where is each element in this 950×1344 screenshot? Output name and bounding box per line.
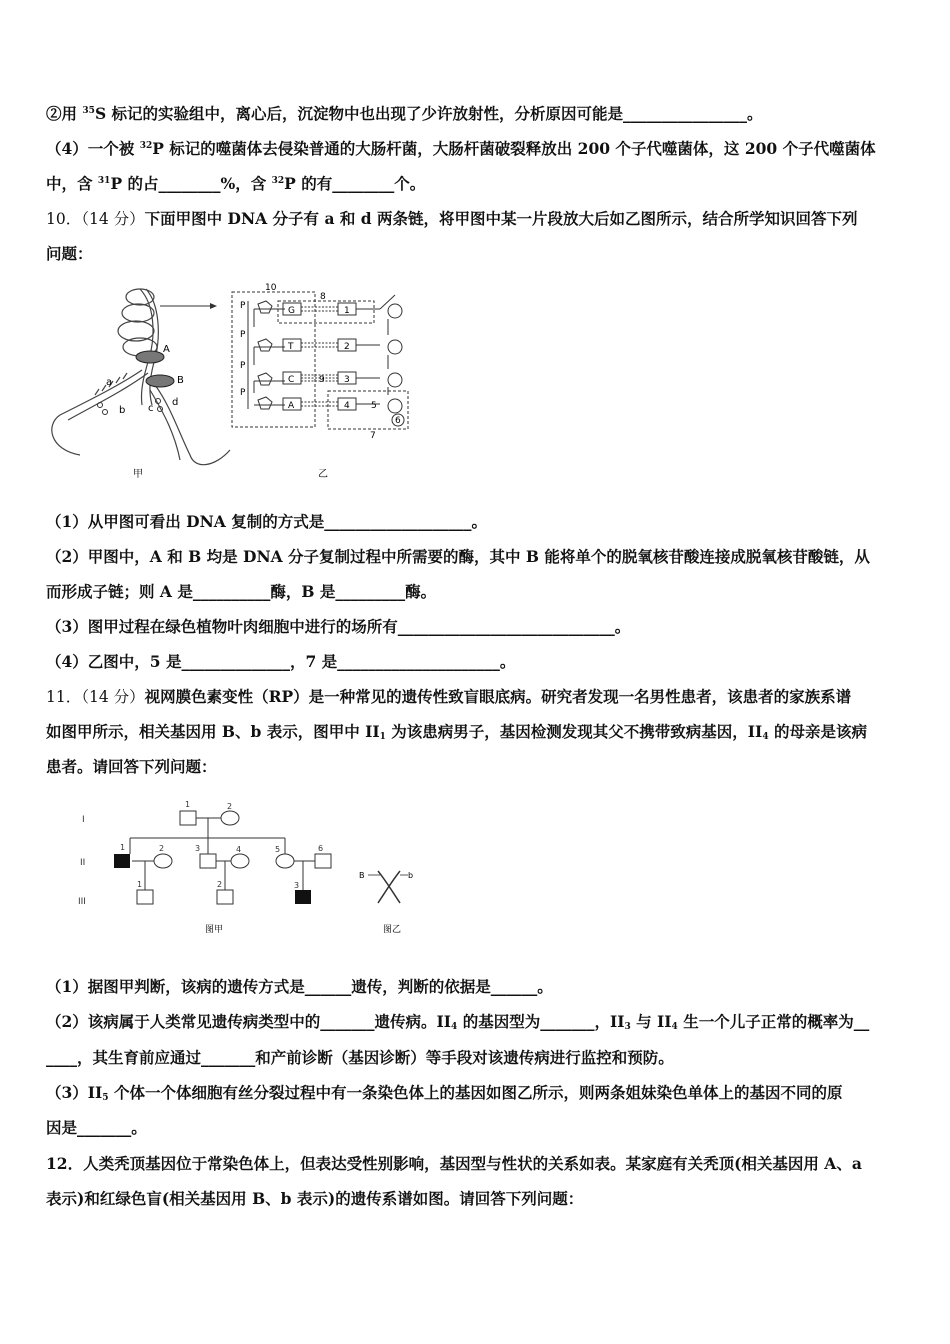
gen-III: III (78, 897, 86, 907)
q10-heading: 10．（14 分）下面甲图中 DNA 分子有 a 和 d 两条链，将甲图中某一片段放大后如乙图所示，结合所学知识回答下列 (46, 209, 858, 228)
q9-part4-line1: （4）一个被 $^{32}$P 标记的噬菌体去侵染普通的大肠杆菌，大肠杆菌破裂释放出 200 个子代噬菌体，这 200 个子代噬菌体 (46, 139, 876, 158)
label-8: 8 (320, 292, 326, 302)
q10-part4: （4）乙图中，5 是______________，7 是_____________________。 (46, 652, 516, 671)
II-2: 2 (159, 844, 165, 853)
I-1: 1 (185, 800, 191, 809)
q11-heading-cont: 如图甲所示，相关基因用 B、b 表示，图甲中 $II_1$ 为该患病男子，基因检测发现其父不携带致病基因，$II_4$ 的母亲是该病 (46, 722, 867, 742)
enzyme-A (136, 351, 164, 363)
affected-III3 (295, 890, 311, 904)
caption-tujia: 图甲 (205, 925, 224, 935)
caption-yi: 乙 (318, 469, 328, 480)
II-5: 5 (275, 845, 281, 854)
phosphate-1: P (240, 301, 246, 311)
base-G: G (288, 306, 295, 316)
affected-II1 (114, 854, 130, 868)
base-C: C (288, 375, 295, 385)
label-a: a (106, 377, 113, 388)
allele-B: B (359, 871, 365, 880)
caption-tuyi: 图乙 (383, 925, 402, 935)
label-6: 6 (395, 416, 401, 426)
I-2: 2 (227, 802, 233, 811)
q11-part3-line1: $(3)II_5$ 个体一个体细胞有丝分裂过程中有一条染色体上的基因如图乙所示，则两条姐妹染色单体上的基因不同的原 (46, 1083, 843, 1103)
q10-part3: （3）图甲过程在绿色植物叶肉细胞中进行的场所有____________________________。 (46, 617, 631, 636)
III-1: 1 (137, 880, 143, 889)
label-10: 10 (265, 283, 277, 293)
II-4: 4 (236, 845, 242, 854)
base-2: 2 (344, 342, 350, 352)
q9-part2-line: ②用 $^{35}$S 标记的实验组中，离心后，沉淀物中也出现了少许放射性，分析原因可能是________________。 (46, 104, 763, 123)
q10-part2-line1: （2）甲图中，A 和 B 均是 DNA 分子复制过程中所需要的酶，其中 B 能将单个的脱氧核苷酸连接成脱氧核苷酸链，从 (46, 547, 870, 566)
label-c: c (148, 403, 154, 414)
q10-heading-cont: 问题： (46, 244, 93, 263)
label-d: d (172, 397, 179, 408)
II-3: 3 (195, 844, 201, 853)
gen-II: II (80, 858, 86, 868)
base-1: 1 (344, 306, 350, 316)
base-A: A (288, 401, 295, 411)
label-5: 5 (371, 401, 377, 411)
label-B: B (177, 375, 184, 386)
phosphate-3: P (240, 361, 246, 371)
q11-part3-line2: 因是_______。 (46, 1118, 147, 1137)
q12-line2: 表示)和红绿色盲(相关基因用 B、b 表示)的遗传系谱如图。请回答下列问题： (46, 1189, 584, 1208)
phosphate-4: P (240, 388, 246, 398)
q11-part2-line2: ____，其生育前应通过_______和产前诊断（基因诊断）等手段对该遗传病进行监控和预防。 (46, 1048, 674, 1067)
II-1: 1 (120, 843, 126, 852)
base-T: T (288, 342, 294, 352)
label-A: A (163, 344, 170, 355)
base-4: 4 (344, 401, 350, 411)
dna-replication-figure (40, 275, 420, 485)
gen-I: I (82, 815, 85, 825)
caption-jia: 甲 (133, 469, 143, 480)
label-7: 7 (370, 431, 376, 441)
q11-heading-cont2: 患者。请回答下列问题： (46, 757, 217, 776)
q11-part1: （1）据图甲判断，该病的遗传方式是______遗传，判断的依据是______。 (46, 977, 553, 996)
III-3: 3 (294, 881, 300, 890)
III-2: 2 (217, 880, 223, 889)
enzyme-B (146, 375, 174, 387)
allele-b: b (408, 871, 414, 880)
q12-line1: 12．人类秃顶基因位于常染色体上，但表达受性别影响，基因型与性状的关系如表。某家庭有关秃顶(相关基因用 A、a (46, 1154, 862, 1173)
label-b: b (119, 405, 126, 416)
phosphate-2: P (240, 330, 246, 340)
II-6: 6 (318, 844, 324, 853)
q9-part4-line2: 中，含 $^{31}$P 的占________%，含 $^{32}$P 的有________个。 (46, 174, 426, 193)
base-3: 3 (344, 375, 350, 385)
pedigree-figure (70, 795, 450, 945)
q10-part1: （1）从甲图可看出 DNA 复制的方式是___________________。 (46, 512, 487, 531)
label-9: 9 (319, 375, 325, 385)
q11-heading: 11．（14 分）视网膜色素变性（RP）是一种常见的遗传性致盲眼底病。研究者发现一名男性患者，该患者的家族系谱 (46, 687, 852, 706)
q10-part2-line2: 而形成子链；则 A 是__________酶，B 是_________酶。 (46, 582, 437, 601)
q11-part2-line1: （2）该病属于人类常见遗传病类型中的_______遗传病。$II_4$ 的基因型为_______，$II_3$ 与 $II_4$ 生一个儿子正常的概率为__ (46, 1012, 870, 1032)
